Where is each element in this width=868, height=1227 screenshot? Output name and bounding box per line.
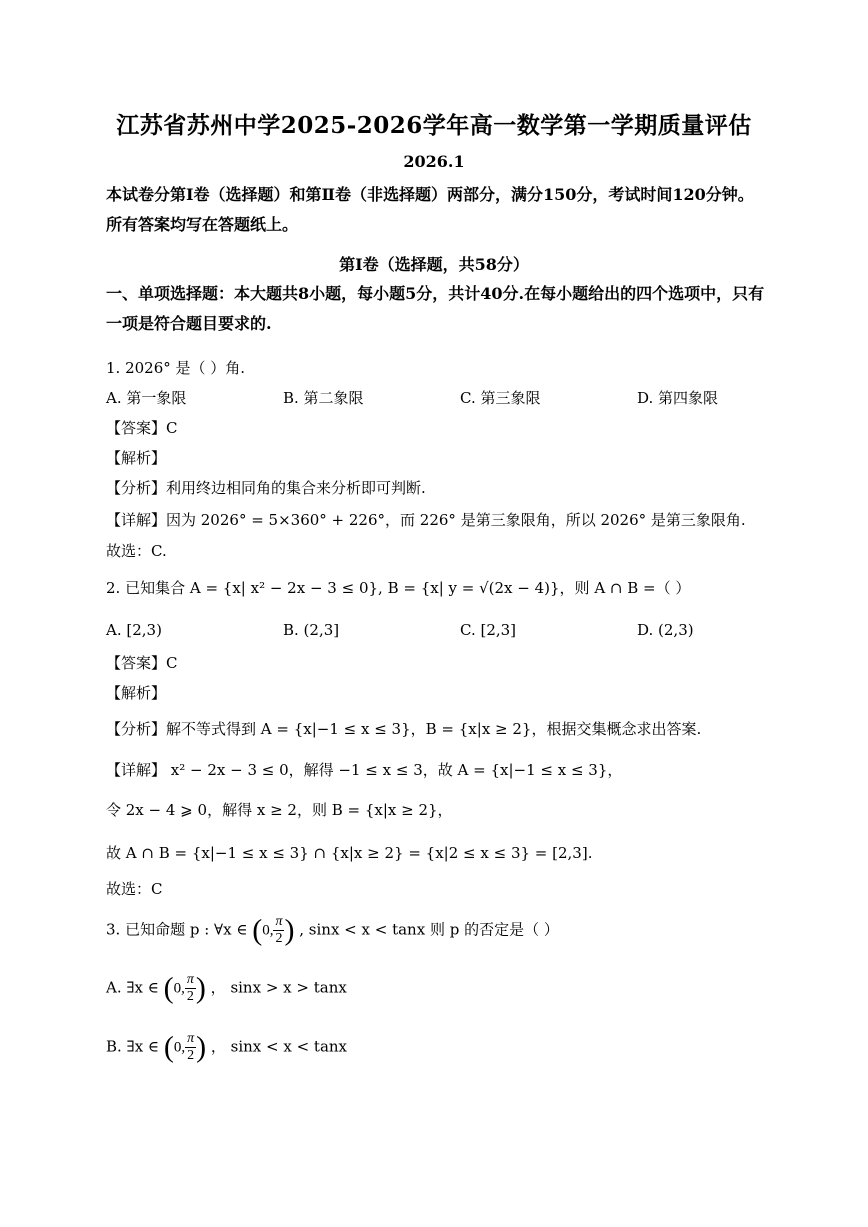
- q3-stem-suffix: , sinx < x < tanx 则 p 的否定是（ ）: [299, 920, 559, 939]
- q2-option-c: C. [2,3]: [460, 621, 517, 639]
- exam-date: 2026.1: [403, 152, 465, 171]
- q1-answer: 【答案】C: [106, 419, 178, 437]
- pi-over-two-fraction: $\frac{\pi}{2}$: [187, 1031, 195, 1063]
- section-heading: 一、单项选择题：本大题共8小题，每小题5分，共计40分.在每小题给出的四个选项中，只有一项是符合题目要求的.: [106, 284, 765, 333]
- interval-open-paren: (: [252, 913, 263, 947]
- question-3-stem: [106, 914, 559, 947]
- q2-answer: 【答案】C: [106, 654, 178, 672]
- exam-instructions: 本试卷分第Ⅰ卷（选择题）和第Ⅱ卷（非选择题）两部分，满分150分，考试时间120分钟。所有答案均写在答题纸上。: [106, 185, 754, 234]
- q1-option-d: D. 第四象限: [637, 389, 719, 407]
- q1-option-a: A. 第一象限: [106, 389, 187, 407]
- interval-close-paren: ): [284, 913, 295, 947]
- q1-conclusion: 故选：C.: [106, 542, 167, 560]
- q2-jiexi: 【解析】: [106, 684, 167, 702]
- q2-detail-2: 令 2x − 4 ⩾ 0，解得 x ≥ 2，则 B = {x|x ≥ 2}，: [106, 801, 453, 819]
- q3-option-b-prefix: B. ∃x ∈: [106, 1037, 160, 1056]
- q2-option-a: A. [2,3): [106, 621, 162, 639]
- q2-detail-3: 故 A ∩ B = {x|−1 ≤ x ≤ 3} ∩ {x|x ≥ 2} = {x|2 ≤ x ≤ 3} = [2,3].: [106, 844, 593, 862]
- q1-jiexi: 【解析】: [106, 449, 167, 467]
- page-title: 江苏省苏州中学2025-2026学年高一数学第一学期质量评估: [116, 112, 752, 139]
- q3-option-b: B. ∃x ∈ (0, $\frac{\pi}{2}$ ) ， sinx < x < tanx: [106, 1030, 348, 1064]
- q1-analysis: 【分析】利用终边相同角的集合来分析即可判断.: [106, 479, 426, 497]
- part-heading: 第Ⅰ卷（选择题，共58分）: [339, 255, 529, 274]
- q3-stem-prefix: 3. 已知命题 p : ∀x ∈: [106, 920, 248, 939]
- q3-interval-left: 0,: [262, 922, 274, 939]
- q2-conclusion: 故选：C: [106, 880, 163, 898]
- question-1-stem: 1. 2026° 是（ ）角.: [106, 359, 246, 377]
- q3-option-b-text: ， sinx < x < tanx: [210, 1037, 348, 1056]
- q1-detail: 【详解】因为 2026° = 5×360° + 226°，而 226° 是第三象限角，所以 2026° 是第三象限角.: [106, 511, 746, 529]
- q1-option-b: B. 第二象限: [283, 389, 364, 407]
- q2-analysis: 【分析】解不等式得到 A = {x|−1 ≤ x ≤ 3}，B = {x|x ≥ 2}，根据交集概念求出答案.: [106, 720, 702, 738]
- q2-detail-1: 【详解】 x² − 2x − 3 ≤ 0，解得 −1 ≤ x ≤ 3，故 A = {x|−1 ≤ x ≤ 3}，: [106, 761, 623, 779]
- q3-option-a-prefix: A. ∃x ∈: [106, 978, 159, 997]
- q3-option-a-text: ， sinx > x > tanx: [210, 978, 347, 997]
- q3-option-a: A. ∃x ∈ (0, $\frac{\pi}{2}$ ) ， sinx > x > tanx: [106, 971, 347, 1005]
- pi-over-two-fraction: $\frac{\pi}{2}$: [275, 914, 283, 946]
- pi-over-two-fraction: $\frac{\pi}{2}$: [186, 972, 194, 1004]
- q2-option-b: B. (2,3]: [283, 621, 340, 639]
- q1-option-c: C. 第三象限: [460, 389, 541, 407]
- q2-option-d: D. (2,3): [637, 621, 694, 639]
- question-2-stem: 2. 已知集合 A = {x| x² − 2x − 3 ≤ 0}, B = {x| y = √(2x − 4)}，则 A ∩ B =（ ）: [106, 579, 691, 597]
